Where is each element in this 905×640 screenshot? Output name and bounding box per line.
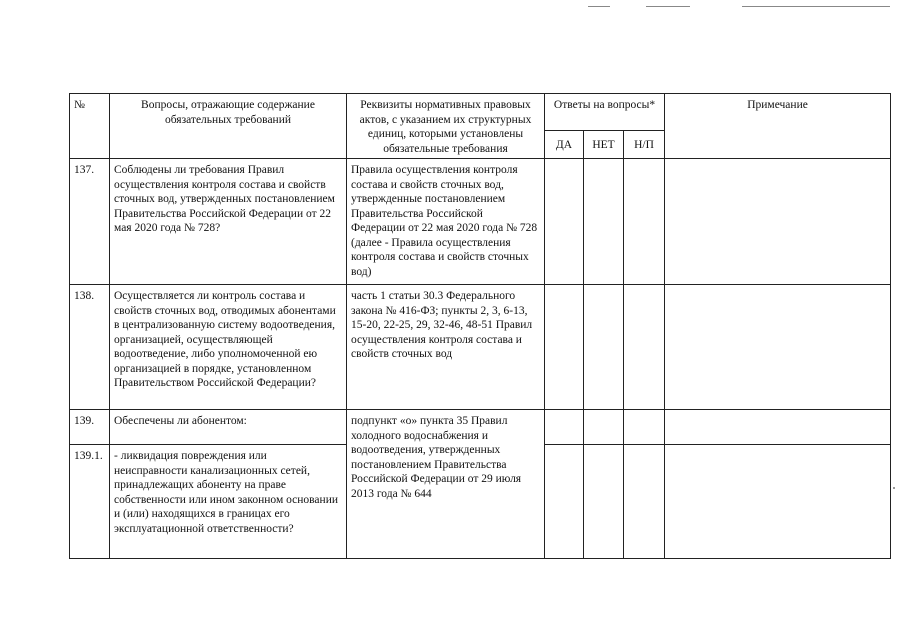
row-requisites: Правила осуществления контроля состава и свойств сточных вод, утвержденные постановлением Правительства Российской Федерации от 22 мая 2020 года № 728 (далее - Правила осуществления контроля состава и свойств сточных вод)	[347, 159, 545, 285]
row-number: 137.	[70, 159, 110, 285]
answer-na-cell[interactable]	[624, 159, 665, 285]
answer-yes-cell[interactable]	[545, 445, 584, 559]
header-answers: Ответы на вопросы*	[545, 94, 665, 131]
table-row	[70, 410, 891, 445]
row-question: Соблюдены ли требования Правил осуществления контроля состава и свойств сточных вод, утвержденных постановлением Правительства Российской Федерации от 22 мая 2020 года № 728?	[110, 159, 347, 285]
note-cell[interactable]	[665, 410, 891, 445]
answer-yes-cell[interactable]	[545, 410, 584, 445]
answer-yes-cell[interactable]	[545, 159, 584, 285]
header-note: Примечание	[665, 94, 891, 159]
header-no: НЕТ	[584, 130, 624, 158]
answer-no-cell[interactable]	[584, 410, 624, 445]
scan-speck	[893, 487, 895, 489]
row-question: Обеспечены ли абонентом:	[110, 410, 347, 445]
answer-no-cell[interactable]	[584, 445, 624, 559]
row-number: 139.1.	[70, 445, 110, 559]
row-number: 138.	[70, 285, 110, 410]
answer-na-cell[interactable]	[624, 285, 665, 410]
answer-na-cell[interactable]	[624, 410, 665, 445]
header-na: Н/П	[624, 130, 665, 158]
table-row	[70, 159, 891, 285]
row-question: Осуществляется ли контроль состава и свойств сточных вод, отводимых абонентами в централизованную систему водоотведения, организацией, осуществляющей водоотведение, либо уполномоченной ею организацией в порядке, установленном Правительством Российской Федерации?	[110, 285, 347, 410]
header-yes: ДА	[545, 130, 584, 158]
note-cell[interactable]	[665, 159, 891, 285]
row-number: 139.	[70, 410, 110, 445]
answer-yes-cell[interactable]	[545, 285, 584, 410]
header-questions: Вопросы, отражающие содержание обязательных требований	[110, 94, 347, 159]
header-requisites: Реквизиты нормативных правовых актов, с указанием их структурных единиц, которыми установлены обязательные требования	[347, 94, 545, 159]
answer-na-cell[interactable]	[624, 445, 665, 559]
answer-no-cell[interactable]	[584, 159, 624, 285]
note-cell[interactable]	[665, 285, 891, 410]
row-question: - ликвидация повреждения или неисправности канализационных сетей, принадлежащих абоненту на праве собственности или ином законном основании и (или) находящихся в границах его эксплуатационной ответственности?	[110, 445, 347, 559]
header-number: №	[70, 94, 110, 159]
table-row	[70, 285, 891, 410]
answer-no-cell[interactable]	[584, 285, 624, 410]
note-cell[interactable]	[665, 445, 891, 559]
requirements-checklist-table	[69, 93, 891, 559]
row-requisites: часть 1 статьи 30.3 Федерального закона № 416-ФЗ; пункты 2, 3, 6-13, 15-20, 22-25, 29, 32-46, 48-51 Правил осуществления контроля состава и свойств сточных вод	[347, 285, 545, 410]
scan-artifacts	[0, 6, 905, 10]
row-requisites: подпункт «о» пункта 35 Правил холодного водоснабжения и водоотведения, утвержденных постановлением Правительства Российской Федерации от 29 июля 2013 года № 644	[347, 410, 545, 559]
